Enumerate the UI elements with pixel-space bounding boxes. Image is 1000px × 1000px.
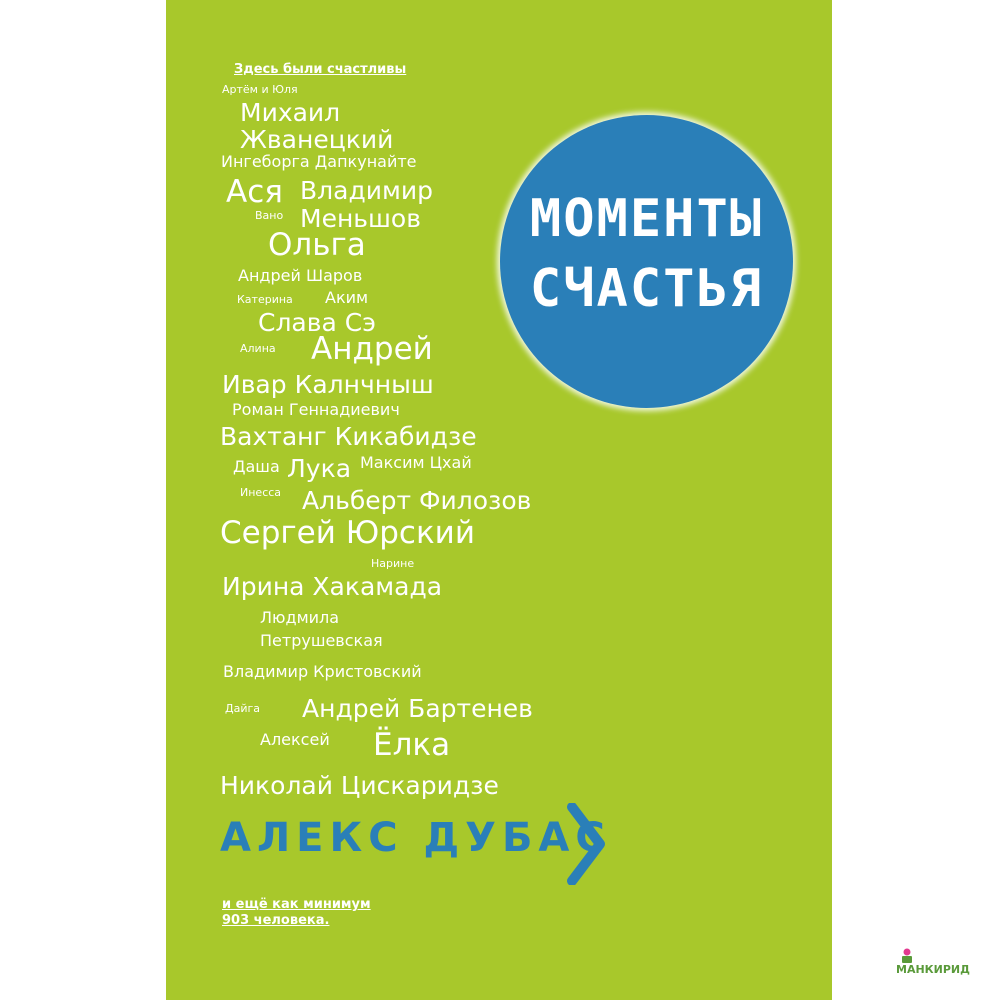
name-albert-filozov: Альберт Филозов [302,486,532,515]
footnote-line-2: 903 человека. [222,913,330,929]
name-lyudmila: Людмила [260,608,340,627]
reader-icon [900,948,914,964]
name-narine: Нарине [371,557,415,570]
name-maksim-tskhai: Максим Цхай [360,453,472,472]
title-line-2: СЧАСТЬЯ [529,259,764,319]
name-slava-se: Слава Сэ [258,308,376,337]
name-dasha: Даша [233,457,280,476]
name-inessa: Инесса [240,486,282,499]
name-mikhail: Михаил [240,98,341,127]
name-luka: Лука [287,454,352,483]
name-asya: Ася [226,174,283,210]
name-irina-khakamada: Ирина Хакамада [222,572,443,601]
name-alina: Алина [240,342,276,355]
chevron-right-icon [566,803,610,885]
name-vano: Вано [255,209,284,222]
name-ingeborga: Ингеборга Дапкунайте [221,152,417,171]
name-andrey-bartenev: Андрей Бартенев [302,694,533,723]
cover-header: Здесь были счастливы [234,62,407,77]
name-zhvanetsky: Жванецкий [240,125,394,154]
name-akim: Аким [325,288,369,307]
name-aleksey: Алексей [260,730,330,749]
name-sergey-yursky: Сергей Юрский [220,515,475,551]
name-andrey-sharov: Андрей Шаров [238,266,363,285]
name-yolka: Ёлка [373,727,451,763]
title-line-1: МОМЕНТЫ [529,189,764,249]
name-andrey: Андрей [311,331,433,367]
title-circle [500,115,793,408]
footnote-line-1: и ещё как минимум [222,897,371,912]
watermark: МАНКИРИД [896,963,970,976]
name-dayga: Дайга [225,702,261,715]
name-katerina: Катерина [237,293,293,306]
name-menshov: Меньшов [300,204,421,233]
name-petrushevskaya: Петрушевская [260,631,383,650]
name-nikolay-tsiskaridze: Николай Цискаридзе [220,771,499,800]
name-olga: Ольга [268,227,366,263]
name-roman-gennadievich: Роман Геннадиевич [232,400,400,419]
name-artem-yulya: Артём и Юля [222,83,298,96]
name-vladimir: Владимир [300,176,433,205]
name-ivar-kalnynysh: Ивар Калнчныш [222,370,434,399]
name-vladimir-kristovsky: Владимир Кристовский [223,662,422,681]
author-name: АЛЕКС ДУБАС [220,815,611,861]
footnote [222,897,371,930]
name-vakhtang-kikabidze: Вахтанг Кикабидзе [220,422,477,451]
